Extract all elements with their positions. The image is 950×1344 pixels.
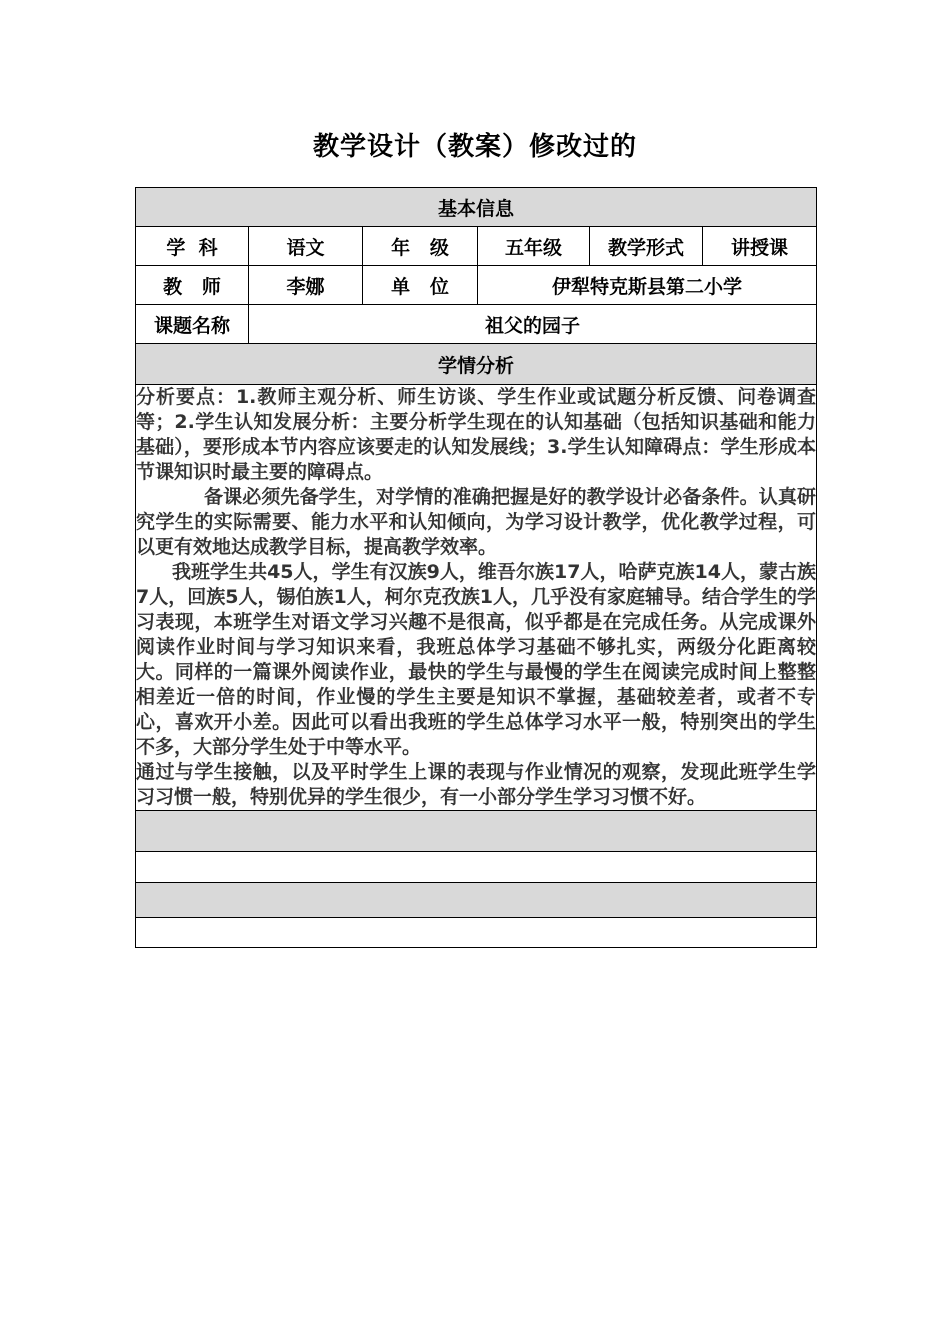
empty-section-header [136, 883, 817, 918]
empty-section-body [136, 918, 817, 948]
unit-label: 单 位 [363, 266, 478, 305]
basic-info-header: 基本信息 [136, 188, 817, 227]
analysis-paragraph: 我班学生共45人，学生有汉族9人，维吾尔族17人，哈萨克族14人，蒙古族7人，回族5人，锡伯族1人，柯尔克孜族1人，几乎没有家庭辅导。结合学生的学习表现，本班学生对语文学习兴趣不是很高，似乎都是在完成任务。从完成课外阅读作业时间与学习知识来看，我班总体学习基础不够扎实，两级分化距离较大。同样的一篇课外阅读作业，最快的学生与最慢的学生在阅读完成时间上整整相差近一倍的时间，作业慢的学生主要是知识不掌握，基础较差者，或者不专心，喜欢开小差。因此可以看出我班的学生总体学习水平一般，特别突出的学生不多，大部分学生处于中等水平。 [136, 561, 817, 758]
empty-row [136, 918, 817, 948]
analysis-body [136, 385, 817, 811]
lesson-row [136, 305, 817, 344]
lesson-plan-table [135, 187, 817, 948]
empty-row [136, 852, 817, 883]
lesson-title-label: 课题名称 [136, 305, 249, 344]
teaching-form-label: 教学形式 [590, 227, 703, 266]
lesson-title-value: 祖父的园子 [249, 305, 817, 344]
subject-row [136, 227, 817, 266]
grade-value: 五年级 [478, 227, 590, 266]
basic-info-header-row [136, 188, 817, 227]
analysis-paragraph: 通过与学生接触，以及平时学生上课的表现与作业情况的观察，发现此班学生学习习惯一般，特别优异的学生很少，有一小部分学生学习习惯不好。 [136, 761, 817, 808]
empty-shaded-row [136, 811, 817, 852]
subject-value: 语文 [249, 227, 363, 266]
subject-label: 学 科 [136, 227, 249, 266]
empty-section-body [136, 852, 817, 883]
analysis-paragraph: 分析要点：1.教师主观分析、师生访谈、学生作业或试题分析反馈、问卷调查等；2.学生认知发展分析：主要分析学生现在的认知基础（包括知识基础和能力基础），要形成本节内容应该要走的认知发展线；3.学生认知障碍点：学生形成本节课知识时最主要的障碍点。 [136, 386, 817, 483]
teacher-row [136, 266, 817, 305]
empty-shaded-row [136, 883, 817, 918]
teaching-form-value: 讲授课 [703, 227, 817, 266]
unit-value: 伊犁特克斯县第二小学 [478, 266, 817, 305]
teacher-value: 李娜 [249, 266, 363, 305]
analysis-paragraph: 备课必须先备学生，对学情的准确把握是好的教学设计必备条件。认真研究学生的实际需要、能力水平和认知倾向，为学习设计教学，优化教学过程，可以更有效地达成教学目标，提高教学效率。 [136, 486, 817, 558]
analysis-body-row [136, 385, 817, 811]
teacher-label: 教 师 [136, 266, 249, 305]
grade-label: 年 级 [363, 227, 478, 266]
analysis-header: 学情分析 [136, 344, 817, 385]
analysis-header-row [136, 344, 817, 385]
empty-section-header [136, 811, 817, 852]
document-title: 教学设计（教案）修改过的 [312, 132, 637, 162]
